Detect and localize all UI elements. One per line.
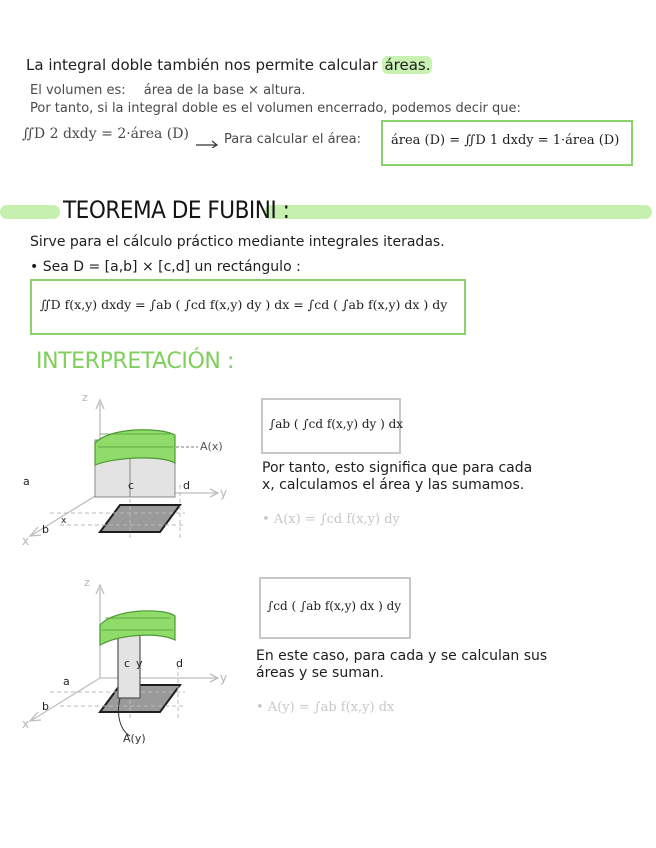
fig1-label-area: A(x) <box>200 440 223 453</box>
fig2-label-z: z <box>84 576 90 589</box>
volume-label: El volumen es: <box>30 83 126 98</box>
fubini-formula-box <box>30 279 466 335</box>
case2-formula: ∫cd ( ∫ab f(x,y) dx ) dy <box>267 599 402 613</box>
fig2-label-c: c <box>124 657 131 670</box>
case1-text-line1: Por tanto, esto significa que para cada <box>262 460 533 476</box>
fubini-formula: ∬D f(x,y) dxdy = ∫ab ( ∫cd f(x,y) dy ) dx = ∫cd ( ∫ab f(x,y) dx ) dy <box>40 297 448 312</box>
base-rectangle <box>100 505 180 532</box>
heading-stripe-right <box>264 205 652 219</box>
therefore-line: Por tanto, si la integral doble es el volumen encerrado, podemos decir que: <box>30 101 521 116</box>
svg-text:y: y <box>136 657 143 670</box>
fig1-label-b: b <box>42 523 49 536</box>
intro-title <box>26 56 432 74</box>
figure-area-x <box>20 385 265 550</box>
figure-area-y <box>20 570 265 750</box>
case2-text-line2: áreas y se suman. <box>256 665 384 681</box>
interpretacion-heading: INTERPRETACIÓN : <box>36 349 235 374</box>
fig1-label-z: z <box>82 391 88 404</box>
fig1-label-y: y <box>220 486 228 500</box>
eq-double-area: ∬D 2 dxdy = 2·área (D) <box>22 126 189 142</box>
fubini-heading: TEOREMA DE FUBINI : <box>63 196 290 224</box>
intro-title-text: La integral doble también nos permite calcular <box>26 56 378 74</box>
fig2-label-d: d <box>176 657 183 670</box>
fig1-label-x: x <box>22 534 30 548</box>
fig2-label-x: x <box>22 717 30 731</box>
fig2-label-y: y <box>220 671 228 685</box>
case2-faint-formula: • A(y) = ∫ab f(x,y) dx <box>256 700 395 715</box>
fig2-label-a: a <box>63 675 70 688</box>
fig1-label-d: d <box>183 479 190 492</box>
case2-formula-box <box>259 577 411 639</box>
heading-stripe-left <box>0 205 60 219</box>
case1-formula: ∫ab ( ∫cd f(x,y) dy ) dx <box>269 417 404 431</box>
area-calc-label: Para calcular el área: <box>224 132 361 147</box>
case1-formula-box <box>261 398 404 454</box>
fig2-label-b: b <box>42 700 49 713</box>
svg-text:x: x <box>61 516 67 526</box>
area-formula-box <box>381 120 633 166</box>
fubini-bullet: • Sea D = [a,b] × [c,d] un rectángulo : <box>30 259 301 275</box>
case2-text-line1: En este caso, para cada y se calculan sus <box>256 648 548 664</box>
fubini-description: Sirve para el cálculo práctico mediante integrales iteradas. <box>30 234 445 250</box>
case1-faint-formula: • A(x) = ∫cd f(x,y) dy <box>262 512 400 527</box>
fig1-label-a: a <box>23 475 30 488</box>
volume-line <box>30 83 306 98</box>
arrow-right-icon <box>196 138 222 148</box>
fig2-label-area: A(y) <box>123 732 146 745</box>
area-formula: área (D) = ∬D 1 dxdy = 1·área (D) <box>391 133 620 148</box>
case1-text-line2: x, calculamos el área y las sumamos. <box>262 477 525 493</box>
intro-title-highlight: áreas. <box>384 56 431 74</box>
fig1-label-c: c <box>128 479 135 492</box>
volume-formula: área de la base × altura. <box>143 83 306 98</box>
